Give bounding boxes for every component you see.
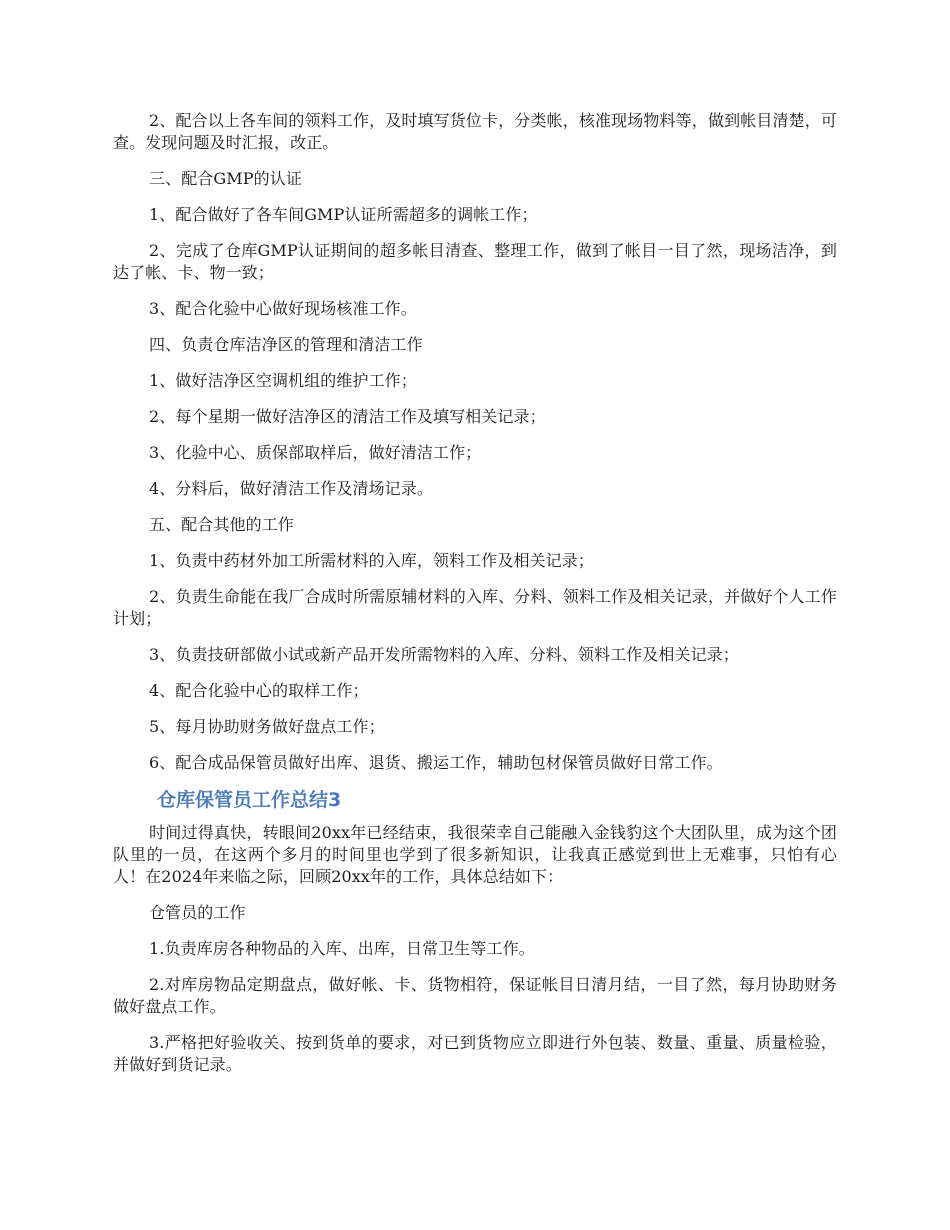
paragraph-other-5: 5、每月协助财务做好盘点工作； [149,717,385,736]
section-title-duties: 仓管员的工作 [149,903,246,922]
paragraph-gmp-1: 1、配合做好了各车间GMP认证所需超多的调帐工作； [149,205,538,224]
paragraph-gmp-2: 2、完成了仓库GMP认证期间的超多帐目清查、整理工作，做到了帐目一目了然，现场洁净，到达了帐、卡、物一致； [113,241,837,282]
paragraph-other-3: 3、负责技研部做小试或新产品开发所需物料的入库、分料、领料工作及相关记录； [149,645,739,664]
paragraph-duty-1: 1.负责库房各种物品的入库、出库，日常卫生等工作。 [149,939,535,958]
paragraph-other-2: 2、负责生命能在我厂合成时所需原辅材料的入库、分料、领料工作及相关记录，并做好个人工作计划； [113,587,837,628]
section-title-cleanroom: 四、负责仓库洁净区的管理和清洁工作 [149,335,423,354]
section-title-other: 五、配合其他的工作 [149,515,294,534]
paragraph-cleanroom-3: 3、化验中心、质保部取样后，做好清洁工作； [149,443,482,462]
paragraph-cleanroom-4: 4、分料后，做好清洁工作及清场记录。 [149,479,433,498]
paragraph-requisition: 2、配合以上各车间的领料工作，及时填写货位卡，分类帐，核准现场物料等，做到帐目清楚，可查。发现问题及时汇报，改正。 [113,111,837,152]
paragraph-duty-2: 2.对库房物品定期盘点，做好帐、卡、货物相符，保证帐目日清月结，一目了然，每月协助财务做好盘点工作。 [113,975,837,1016]
paragraph-other-4: 4、配合化验中心的取样工作； [149,681,369,700]
section-title-gmp: 三、配合GMP的认证 [149,169,302,188]
paragraph-cleanroom-2: 2、每个星期一做好洁净区的清洁工作及填写相关记录； [149,407,546,426]
paragraph-other-1: 1、负责中药材外加工所需材料的入库，领料工作及相关记录； [149,551,594,570]
paragraph-gmp-3: 3、配合化验中心做好现场核准工作。 [149,299,417,318]
paragraph-duty-3: 3.严格把好验收关、按到货单的要求，对已到货物应立即进行外包装、数量、重量、质量检验，并做好到货记录。 [113,1033,837,1074]
section-heading: 仓库保管员工作总结3 [157,789,342,811]
paragraph-intro: 时间过得真快，转眼间20xx年已经结束，我很荣幸自己能融入金钱豹这个大团队里，成为这个团队里的一员，在这两个多月的时间里也学到了很多新知识，让我真正感觉到世上无难事，只怕有心人！在2024年来临之际，回顾20xx年的工作，具体总结如下： [113,823,837,886]
document-page [113,110,837,1090]
paragraph-cleanroom-1: 1、做好洁净区空调机组的维护工作； [149,371,417,390]
paragraph-other-6: 6、配合成品保管员做好出库、退货、搬运工作，辅助包材保管员做好日常工作。 [149,753,723,772]
